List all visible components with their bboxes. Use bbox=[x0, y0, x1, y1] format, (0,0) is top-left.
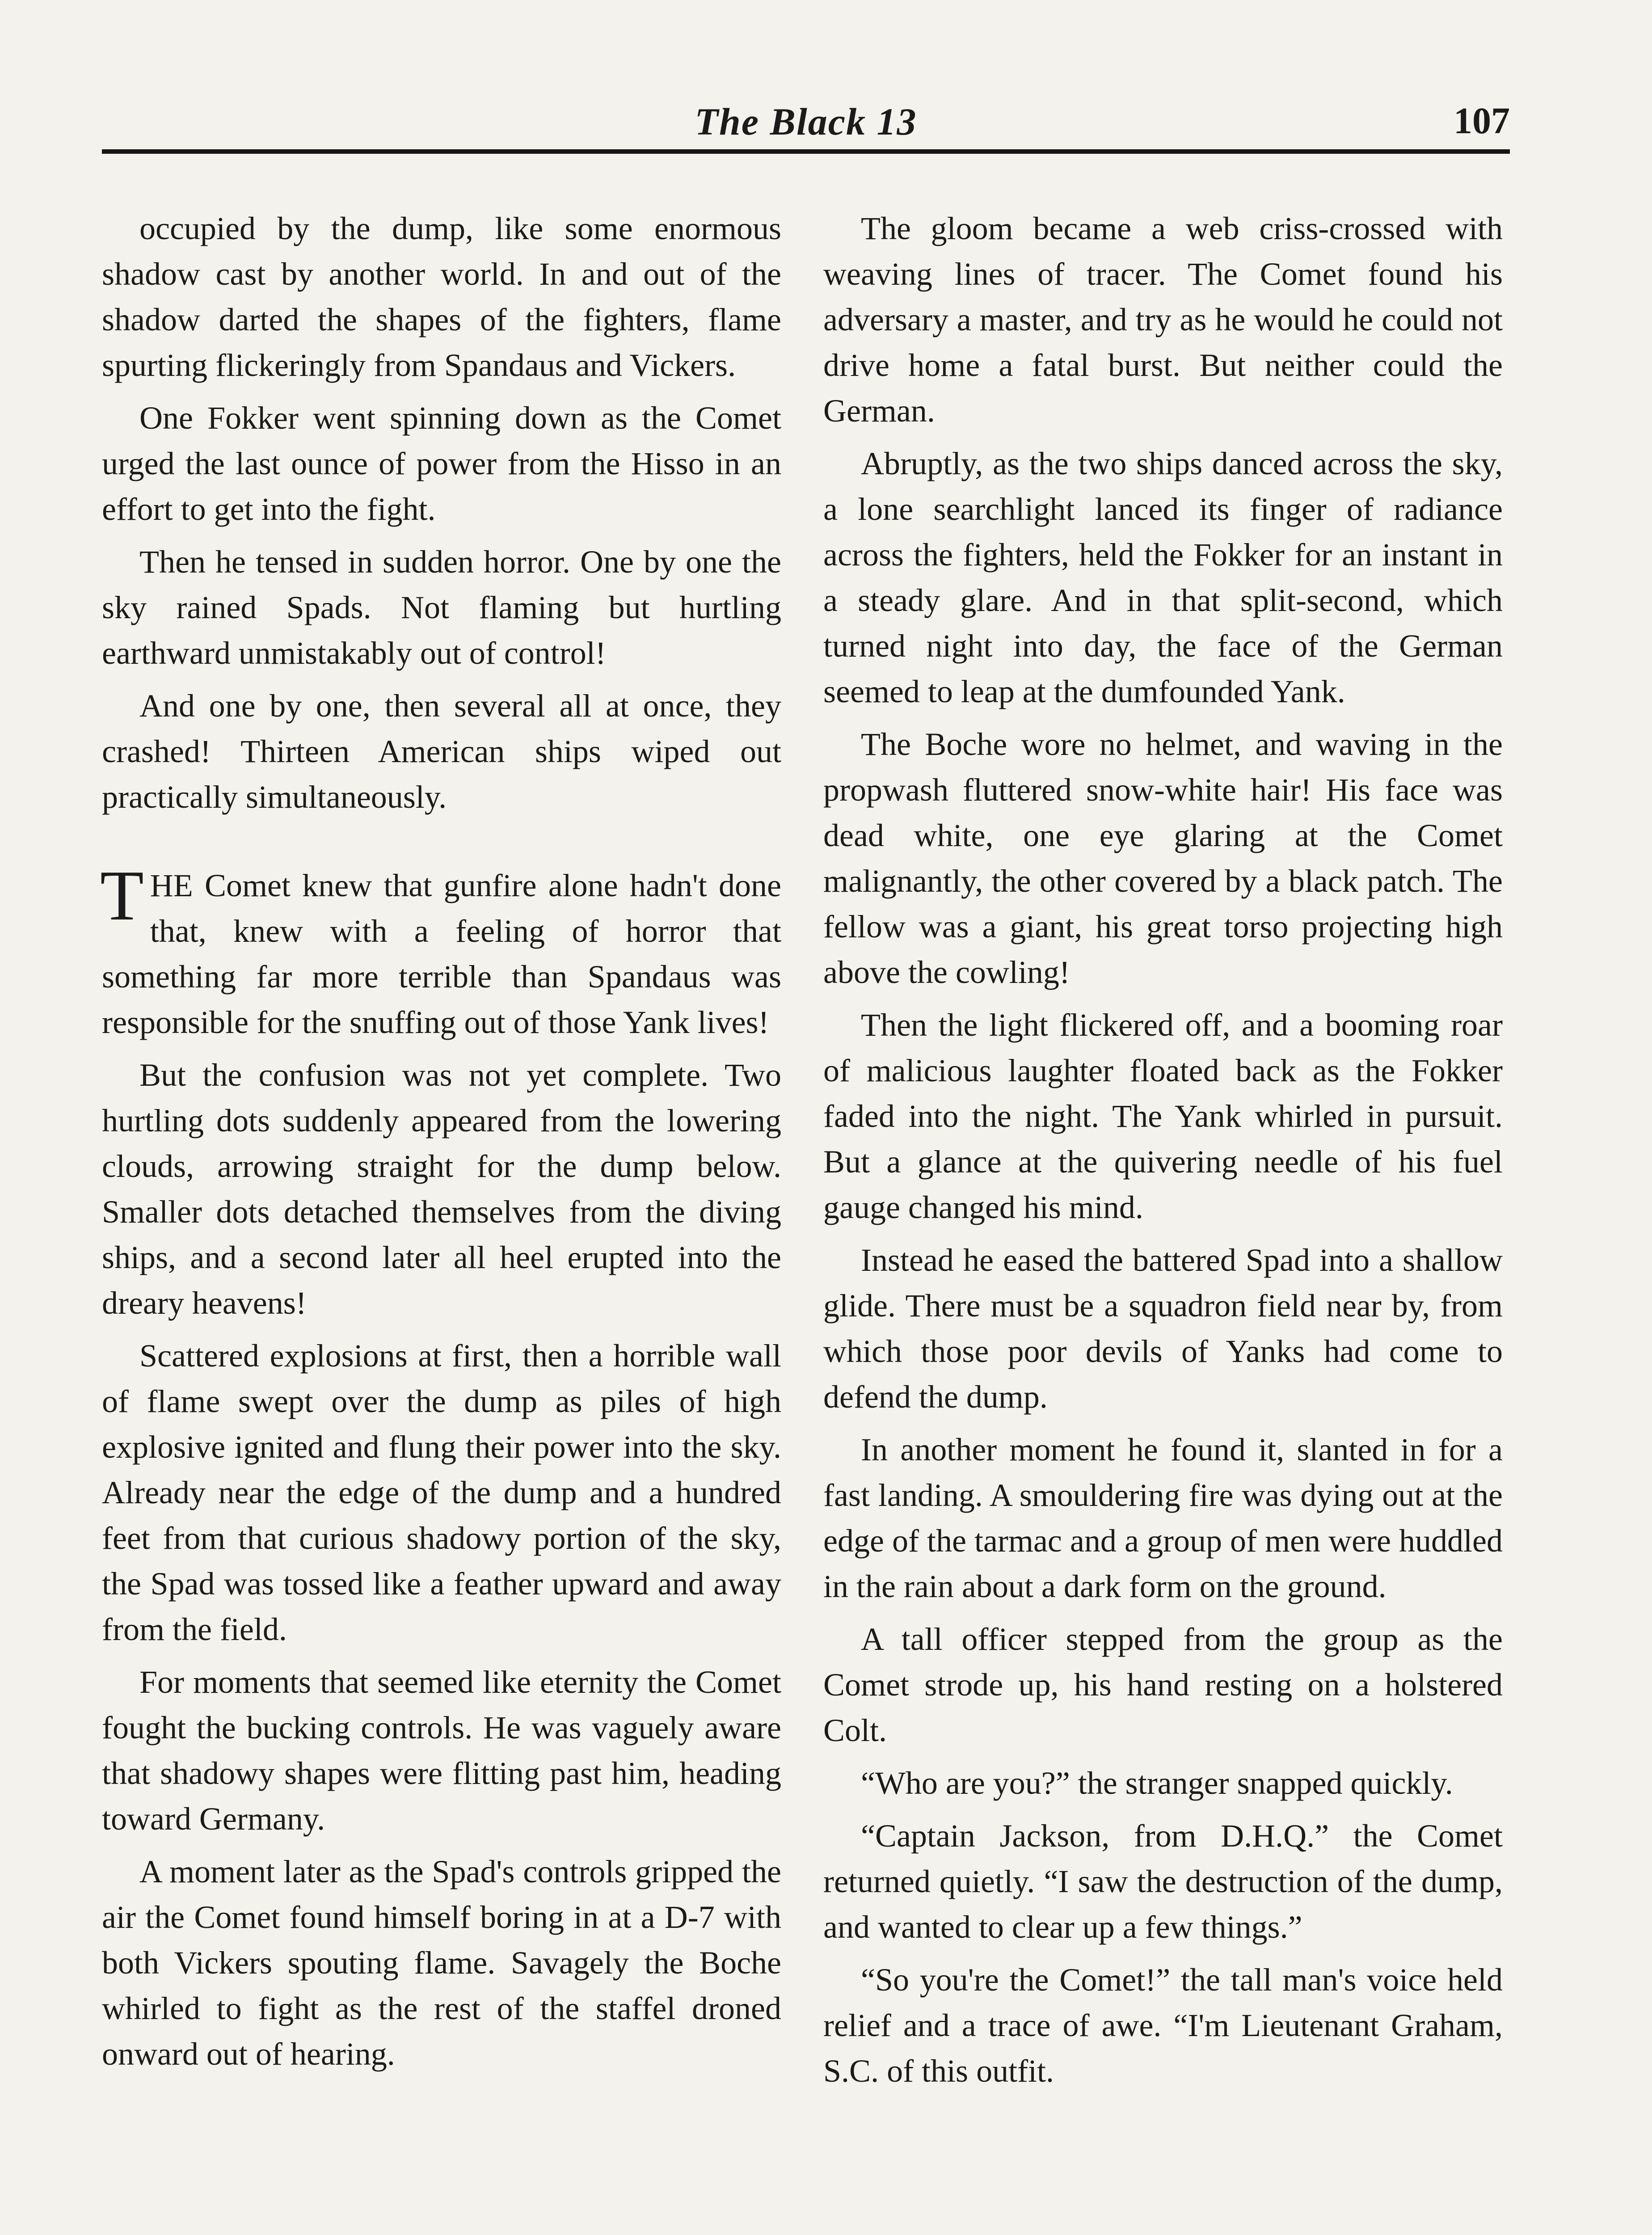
section-start-text: HE Comet knew that gunfire alone hadn't done that, knew with a feeling of horror that something far more terrible than Spandaus was responsible for the snuffing out of those Yank lives! bbox=[102, 868, 781, 1040]
paragraph: “Who are you?” the stranger snapped quickly. bbox=[861, 1765, 1453, 1801]
page-header bbox=[102, 89, 1510, 156]
running-title: The Black 13 bbox=[695, 100, 917, 143]
page-number: 107 bbox=[1454, 100, 1510, 142]
paragraph: Abruptly, as the two ships danced across the sky, a lone searchlight lanced its finger of radiance across the fighters, held the Fokker for an instant in a steady glare. And in that split-second, which turned night into day, the face of the German seemed to leap at the dumfounded Yank. bbox=[823, 446, 1503, 709]
left-column bbox=[102, 206, 781, 2084]
paragraph: occupied by the dump, like some enormous shadow cast by another world. In and out of the shadow darted the shapes of the fighters, flame spurting flickeringly from Spandaus and Vickers. bbox=[102, 211, 781, 383]
paragraph: A tall officer stepped from the group as the Comet strode up, his hand resting on a holstered Colt. bbox=[823, 1621, 1503, 1748]
paragraph: “So you're the Comet!” the tall man's voice held relief and a trace of awe. “I'm Lieutenant Graham, S.C. of this outfit. bbox=[823, 1962, 1503, 2089]
paragraph: A moment later as the Spad's controls gripped the air the Comet found himself boring in at a D-7 with both Vickers spouting flame. Savagely the Boche whirled to fight as the rest of the staffel droned onward out of hearing. bbox=[102, 1854, 781, 2072]
paragraph: But the confusion was not yet complete. Two hurtling dots suddenly appeared from the lowering clouds, arrowing straight for the dump below. Smaller dots detached themselves from the diving ships, and a second later all heel erupted into the dreary heavens! bbox=[102, 1057, 781, 1321]
paragraph: And one by one, then several all at once, they crashed! Thirteen American ships wiped out practically simultaneously. bbox=[102, 688, 781, 815]
paragraph: Scattered explosions at first, then a horrible wall of flame swept over the dump as piles of high explosive ignited and flung their power into the sky. Already near the edge of the dump and a hundred feet from that curious shadowy portion of the sky, the Spad was tossed like a feather upward and away from the field. bbox=[102, 1338, 781, 1647]
drop-cap: T bbox=[100, 856, 144, 935]
section-start-paragraph bbox=[100, 856, 781, 1045]
paragraph: Then he tensed in sudden horror. One by one the sky rained Spads. Not flaming but hurtling earthward unmistakably out of control! bbox=[102, 544, 781, 671]
paragraph: Then the light flickered off, and a booming roar of malicious laughter floated back as the Fokker faded into the night. The Yank whirled in pursuit. But a glance at the quivering needle of his fuel gauge changed his mind. bbox=[823, 1007, 1503, 1225]
paragraph: For moments that seemed like eternity the Comet fought the bucking controls. He was vaguely aware that shadowy shapes were flitting past him, heading toward Germany. bbox=[102, 1664, 781, 1837]
paragraph: “Captain Jackson, from D.H.Q.” the Comet returned quietly. “I saw the destruction of the dump, and wanted to clear up a few things.” bbox=[823, 1818, 1503, 1945]
right-column bbox=[823, 206, 1503, 2101]
paragraph: In another moment he found it, slanted in for a fast landing. A smouldering fire was dying out at the edge of the tarmac and a group of men were huddled in the rain about a dark form on the ground. bbox=[823, 1432, 1503, 1604]
paragraph: The Boche wore no helmet, and waving in the propwash fluttered snow-white hair! His face was dead white, one eye glaring at the Comet malignantly, the other covered by a black patch. The fellow was a giant, his great torso projecting high above the cowling! bbox=[823, 726, 1503, 990]
paragraph: One Fokker went spinning down as the Comet urged the last ounce of power from the Hisso in an effort to get into the fight. bbox=[102, 400, 781, 527]
paragraph: Instead he eased the battered Spad into a shallow glide. There must be a squadron field near by, from which those poor devils of Yanks had come to defend the dump. bbox=[823, 1242, 1503, 1415]
header-rule bbox=[102, 149, 1510, 154]
paragraph: The gloom became a web criss-crossed with weaving lines of tracer. The Comet found his adversary a master, and try as he would he could not drive home a fatal burst. But neither could the German. bbox=[823, 211, 1503, 429]
